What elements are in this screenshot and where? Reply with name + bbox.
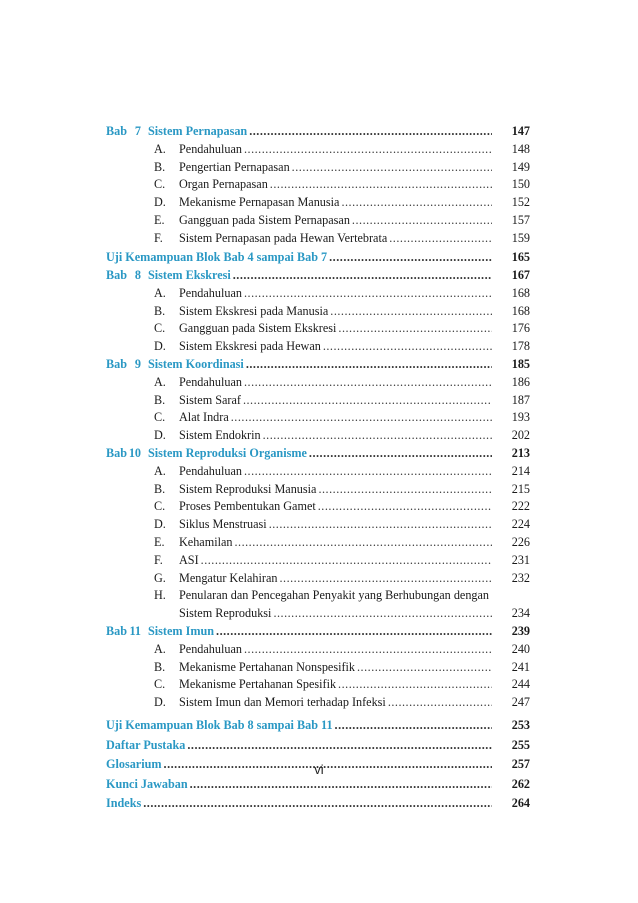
section-letter: E. xyxy=(154,212,165,227)
chapter-title: Sistem Reproduksi Organisme xyxy=(148,446,307,461)
chapter-label: Bab xyxy=(106,624,128,639)
dot-leader xyxy=(201,552,492,570)
page-number-ref: 255 xyxy=(511,737,530,752)
section-entry[interactable] xyxy=(106,338,530,356)
section-title: Pendahuluan xyxy=(179,641,242,656)
section-entry[interactable] xyxy=(106,587,530,605)
section-entry[interactable] xyxy=(106,176,530,194)
page-number-ref: 257 xyxy=(511,757,530,771)
page-number-ref: 222 xyxy=(511,499,530,514)
chapter-entry[interactable] xyxy=(106,356,530,374)
page-number-ref: 187 xyxy=(511,392,530,407)
dot-leader xyxy=(309,445,492,463)
page-number-ref: 262 xyxy=(511,776,530,791)
section-entry[interactable] xyxy=(106,570,530,588)
page-number-ref: 148 xyxy=(511,141,530,156)
section-title: ASI xyxy=(179,552,199,567)
block-title: Uji Kemampuan Blok Bab 8 sampai Bab 11 xyxy=(106,718,333,732)
chapter-entry[interactable] xyxy=(106,445,530,463)
section-entry[interactable] xyxy=(106,641,530,659)
chapter-number: 8 xyxy=(134,268,141,283)
dot-leader xyxy=(143,794,492,814)
page-number-ref: 232 xyxy=(511,570,530,585)
dot-leader xyxy=(318,498,492,516)
page-number-ref: 264 xyxy=(511,796,530,810)
section-title: Pendahuluan xyxy=(179,463,242,478)
chapter-title: Sistem Ekskresi xyxy=(148,268,231,283)
section-letter: B. xyxy=(154,481,166,496)
dot-leader xyxy=(244,641,492,659)
dot-leader xyxy=(329,248,492,268)
section-letter: H. xyxy=(154,588,166,603)
dot-leader xyxy=(233,267,492,285)
page-number-ref: 147 xyxy=(511,124,530,138)
section-letter: A. xyxy=(154,141,166,156)
section-title: Siklus Menstruasi xyxy=(179,517,267,532)
section-title: Mengatur Kelahiran xyxy=(179,570,278,585)
dot-leader xyxy=(292,159,492,177)
dot-leader xyxy=(231,409,492,427)
page-number-ref: 157 xyxy=(511,212,530,227)
section-title: Sistem Pernapasan pada Hewan Vertebrata xyxy=(179,230,388,245)
page-number-ref: 186 xyxy=(511,374,530,389)
dot-leader xyxy=(246,356,492,374)
section-letter: C. xyxy=(154,499,166,514)
page-number-ref: 150 xyxy=(511,177,530,192)
dot-leader xyxy=(244,285,492,303)
dot-leader xyxy=(279,570,492,588)
dot-leader xyxy=(273,605,492,623)
table-of-contents xyxy=(106,123,530,814)
chapter-entry[interactable] xyxy=(106,623,530,641)
dot-leader xyxy=(389,230,492,248)
section-letter: D. xyxy=(154,195,166,210)
section-entry[interactable] xyxy=(106,481,530,499)
section-letter: C. xyxy=(154,321,166,336)
block-entry[interactable] xyxy=(106,248,530,268)
section-letter: A. xyxy=(154,285,166,300)
section-letter: B. xyxy=(154,659,166,674)
section-entry[interactable] xyxy=(106,159,530,177)
section-letter: F. xyxy=(154,552,163,567)
section-entry[interactable] xyxy=(106,374,530,392)
page-number-ref: 165 xyxy=(511,249,530,264)
section-title: Sistem Reproduksi Manusia xyxy=(179,481,317,496)
page-number-ref: 168 xyxy=(511,303,530,318)
dot-leader xyxy=(244,374,492,392)
section-entry[interactable] xyxy=(106,285,530,303)
page-number-ref: 253 xyxy=(511,718,530,732)
page-number-ref: 231 xyxy=(511,552,530,567)
dot-leader xyxy=(330,303,492,321)
section-entry[interactable] xyxy=(106,194,530,212)
section-letter: D. xyxy=(154,428,166,443)
section-title-continued: Sistem Reproduksi xyxy=(179,606,272,621)
chapter-label: Bab xyxy=(106,357,128,372)
page-number-ref: 149 xyxy=(511,159,530,174)
section-letter: B. xyxy=(154,303,166,318)
dot-leader xyxy=(244,463,492,481)
dot-leader xyxy=(234,534,492,552)
section-title: Gangguan pada Sistem Pernapasan xyxy=(179,212,350,227)
page-number-ref: 215 xyxy=(511,481,530,496)
chapter-label: Bab xyxy=(106,268,128,283)
page-number-ref: 159 xyxy=(511,230,530,245)
section-title: Sistem Saraf xyxy=(179,392,241,407)
page-number-ref: 178 xyxy=(511,339,530,354)
section-entry[interactable] xyxy=(106,141,530,159)
dot-leader xyxy=(335,716,492,736)
section-title: Sistem Ekskresi pada Manusia xyxy=(179,303,329,318)
block-title: Uji Kemampuan Blok Bab 4 sampai Bab 7 xyxy=(106,249,328,264)
page-number-ref: 202 xyxy=(511,428,530,443)
block-title: Indeks xyxy=(106,796,142,810)
section-entry-continued[interactable] xyxy=(106,605,530,623)
section-entry[interactable] xyxy=(106,392,530,410)
section-entry[interactable] xyxy=(106,230,530,248)
section-title: Pendahuluan xyxy=(179,285,242,300)
chapter-number: 7 xyxy=(134,124,141,138)
page-number-ref: 167 xyxy=(511,268,530,283)
chapter-number: 11 xyxy=(129,624,141,639)
section-letter: C. xyxy=(154,177,166,192)
section-entry[interactable] xyxy=(106,534,530,552)
chapter-number: 10 xyxy=(128,446,141,461)
page-number-ref: 226 xyxy=(511,535,530,550)
dot-leader xyxy=(388,694,492,712)
dot-leader xyxy=(190,775,492,795)
dot-leader xyxy=(341,194,492,212)
section-entry[interactable] xyxy=(106,498,530,516)
page-number-ref: 240 xyxy=(511,641,530,656)
block-title: Daftar Pustaka xyxy=(106,737,186,752)
page-number-ref: 244 xyxy=(511,677,530,692)
dot-leader xyxy=(338,676,492,694)
page-number-ref: 234 xyxy=(511,606,530,621)
section-title: Mekanisme Pernapasan Manusia xyxy=(179,195,340,210)
chapter-title: Sistem Pernapasan xyxy=(148,124,248,138)
section-title: Organ Pernapasan xyxy=(179,177,268,192)
block-entry[interactable] xyxy=(106,794,530,814)
page-number-ref: 247 xyxy=(511,695,530,710)
section-entry[interactable] xyxy=(106,409,530,427)
section-entry[interactable] xyxy=(106,694,530,712)
block-entry[interactable] xyxy=(106,736,530,756)
chapter-entry[interactable] xyxy=(106,267,530,285)
section-title: Sistem Endokrin xyxy=(179,428,261,443)
chapter-entry[interactable] xyxy=(106,123,530,141)
section-entry[interactable] xyxy=(106,516,530,534)
page-number-ref: 213 xyxy=(511,446,530,461)
page-number-ref: 185 xyxy=(511,357,530,372)
page-number-ref: 214 xyxy=(511,463,530,478)
section-title: Mekanisme Pertahanan Spesifik xyxy=(179,677,337,692)
block-entry[interactable] xyxy=(106,775,530,795)
section-title: Sistem Ekskresi pada Hewan xyxy=(179,339,321,354)
section-entry[interactable] xyxy=(106,463,530,481)
section-letter: D. xyxy=(154,517,166,532)
page-number-ref: 241 xyxy=(511,659,530,674)
dot-leader xyxy=(270,176,492,194)
dot-leader xyxy=(244,141,492,159)
section-title: Pendahuluan xyxy=(179,374,242,389)
chapter-title: Sistem Imun xyxy=(148,624,215,639)
dot-leader xyxy=(338,320,492,338)
dot-leader xyxy=(263,427,492,445)
block-title: Glosarium xyxy=(106,757,162,771)
section-letter: C. xyxy=(154,677,166,692)
dot-leader xyxy=(187,736,492,756)
section-entry[interactable] xyxy=(106,427,530,445)
section-letter: B. xyxy=(154,159,166,174)
section-letter: F. xyxy=(154,230,163,245)
section-letter: D. xyxy=(154,339,166,354)
section-title: Pengertian Pernapasan xyxy=(179,159,290,174)
section-letter: A. xyxy=(154,374,166,389)
section-entry[interactable] xyxy=(106,552,530,570)
page-number-ref: 168 xyxy=(511,285,530,300)
section-entry[interactable] xyxy=(106,303,530,321)
dot-leader xyxy=(269,516,492,534)
section-letter: A. xyxy=(154,463,166,478)
chapter-label: Bab xyxy=(106,446,128,461)
section-letter: G. xyxy=(154,570,166,585)
section-title: Sistem Imun dan Memori terhadap Infeksi xyxy=(179,695,386,710)
section-entry[interactable] xyxy=(106,320,530,338)
section-entry[interactable] xyxy=(106,212,530,230)
dot-leader xyxy=(357,659,492,677)
page-number-ref: 176 xyxy=(511,321,530,336)
chapter-number: 9 xyxy=(134,357,141,372)
dot-leader xyxy=(249,123,492,141)
section-letter: B. xyxy=(154,392,166,407)
section-letter: D. xyxy=(154,695,166,710)
block-title: Kunci Jawaban xyxy=(106,776,188,791)
chapter-title: Sistem Koordinasi xyxy=(148,357,244,372)
block-entry[interactable] xyxy=(106,716,530,736)
dot-leader xyxy=(216,623,492,641)
section-letter: A. xyxy=(154,641,166,656)
page-number: vi xyxy=(314,762,324,777)
section-title: Gangguan pada Sistem Ekskresi xyxy=(179,321,337,336)
section-title: Penularan dan Pencegahan Penyakit yang Berhubungan dengan xyxy=(179,588,490,603)
dot-leader xyxy=(318,481,492,499)
section-entry[interactable] xyxy=(106,659,530,677)
section-title: Alat Indra xyxy=(179,410,229,425)
section-title: Pendahuluan xyxy=(179,141,242,156)
page-number-ref: 239 xyxy=(511,624,530,639)
section-title: Proses Pembentukan Gamet xyxy=(179,499,316,514)
section-title: Mekanisme Pertahanan Nonspesifik xyxy=(179,659,355,674)
section-entry[interactable] xyxy=(106,676,530,694)
section-title: Kehamilan xyxy=(179,535,233,550)
section-letter: C. xyxy=(154,410,166,425)
dot-leader xyxy=(243,392,492,410)
dot-leader xyxy=(352,212,492,230)
chapter-label: Bab xyxy=(106,124,128,138)
page-number-ref: 193 xyxy=(511,410,530,425)
page-number-ref: 152 xyxy=(511,195,530,210)
section-letter: E. xyxy=(154,535,165,550)
page-number-ref: 224 xyxy=(511,517,530,532)
dot-leader xyxy=(323,338,492,356)
